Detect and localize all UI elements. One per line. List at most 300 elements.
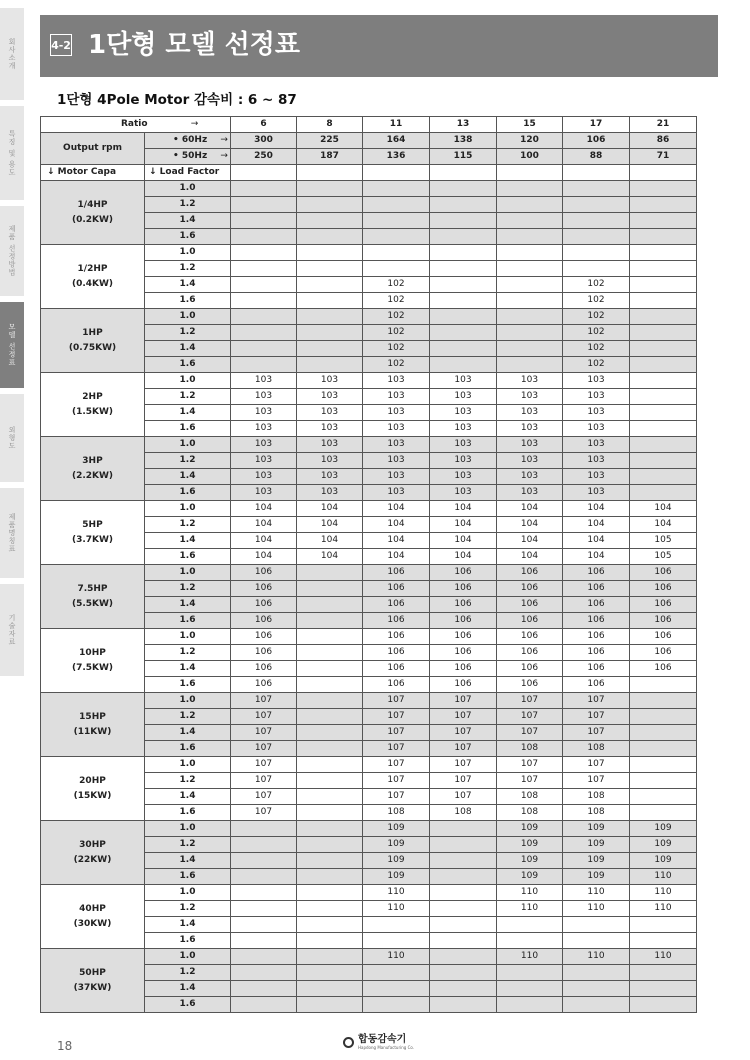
model-cell: 108 bbox=[363, 805, 430, 821]
model-cell: 106 bbox=[430, 677, 497, 693]
model-cell bbox=[563, 245, 630, 261]
motor-kw: (0.2KW) bbox=[71, 214, 114, 225]
model-cell: 110 bbox=[363, 949, 430, 965]
model-cell: 103 bbox=[231, 453, 297, 469]
ratio-cell: 21 bbox=[630, 117, 697, 133]
empty-cell bbox=[231, 165, 297, 181]
table-row bbox=[41, 565, 697, 581]
model-cell bbox=[297, 901, 363, 917]
model-cell: 107 bbox=[430, 709, 497, 725]
rpm60-cell: 225 bbox=[297, 133, 363, 149]
model-cell bbox=[630, 181, 697, 197]
model-cell bbox=[630, 293, 697, 309]
model-cell: 103 bbox=[497, 421, 563, 437]
model-cell: 107 bbox=[497, 773, 563, 789]
model-cell bbox=[497, 261, 563, 277]
load-factor-cell: 1.4 bbox=[145, 533, 231, 549]
model-cell: 110 bbox=[497, 901, 563, 917]
load-factor-cell: 1.2 bbox=[145, 261, 231, 277]
model-cell bbox=[430, 357, 497, 373]
model-cell: 104 bbox=[497, 501, 563, 517]
model-cell bbox=[563, 981, 630, 997]
model-cell: 106 bbox=[563, 677, 630, 693]
model-cell: 102 bbox=[563, 293, 630, 309]
model-cell bbox=[563, 933, 630, 949]
model-cell bbox=[630, 421, 697, 437]
hz50-cell bbox=[145, 149, 231, 165]
motor-kw: (0.4KW) bbox=[71, 278, 114, 289]
model-cell: 103 bbox=[563, 485, 630, 501]
model-cell: 103 bbox=[430, 469, 497, 485]
model-cell: 107 bbox=[497, 709, 563, 725]
load-factor-cell: 1.2 bbox=[145, 645, 231, 661]
hz60-label: • 60Hz bbox=[173, 135, 208, 145]
load-factor-cell: 1.2 bbox=[145, 965, 231, 981]
motor-kw: (3.7KW) bbox=[71, 534, 114, 545]
model-cell: 107 bbox=[231, 693, 297, 709]
model-cell: 107 bbox=[497, 757, 563, 773]
model-cell bbox=[231, 213, 297, 229]
model-cell: 103 bbox=[297, 421, 363, 437]
model-cell: 106 bbox=[497, 581, 563, 597]
model-cell bbox=[497, 213, 563, 229]
model-cell bbox=[297, 981, 363, 997]
rpm60-cell: 138 bbox=[430, 133, 497, 149]
model-cell bbox=[231, 837, 297, 853]
side-tab[interactable]: 모델 선정표 bbox=[0, 302, 24, 388]
model-cell: 104 bbox=[363, 549, 430, 565]
model-cell: 102 bbox=[363, 357, 430, 373]
model-cell: 103 bbox=[497, 469, 563, 485]
model-cell: 106 bbox=[497, 677, 563, 693]
model-cell bbox=[363, 917, 430, 933]
model-cell bbox=[430, 885, 497, 901]
model-cell: 103 bbox=[297, 453, 363, 469]
model-cell: 107 bbox=[231, 805, 297, 821]
model-cell bbox=[363, 965, 430, 981]
model-cell: 103 bbox=[430, 373, 497, 389]
model-cell bbox=[297, 213, 363, 229]
side-tab[interactable]: 제품명칭표 bbox=[0, 488, 24, 578]
model-cell: 109 bbox=[630, 821, 697, 837]
model-cell bbox=[297, 341, 363, 357]
model-cell: 103 bbox=[231, 421, 297, 437]
motor-kw: (7.5KW) bbox=[71, 662, 114, 673]
model-cell: 108 bbox=[497, 741, 563, 757]
motor-hp: 1HP bbox=[82, 327, 103, 338]
motor-capacity-cell bbox=[41, 629, 145, 693]
model-cell bbox=[297, 581, 363, 597]
model-cell bbox=[563, 181, 630, 197]
model-cell: 110 bbox=[563, 949, 630, 965]
model-cell bbox=[497, 197, 563, 213]
model-cell: 104 bbox=[363, 533, 430, 549]
model-cell: 103 bbox=[497, 373, 563, 389]
model-cell: 110 bbox=[363, 885, 430, 901]
table-row bbox=[41, 245, 697, 261]
model-cell: 103 bbox=[430, 421, 497, 437]
model-cell: 105 bbox=[630, 549, 697, 565]
model-cell: 106 bbox=[497, 565, 563, 581]
model-cell: 106 bbox=[497, 613, 563, 629]
model-cell bbox=[363, 213, 430, 229]
model-cell bbox=[430, 245, 497, 261]
empty-cell bbox=[497, 165, 563, 181]
model-cell bbox=[630, 389, 697, 405]
model-cell bbox=[630, 677, 697, 693]
model-cell bbox=[497, 181, 563, 197]
model-cell bbox=[430, 981, 497, 997]
model-cell bbox=[231, 885, 297, 901]
model-cell: 103 bbox=[430, 453, 497, 469]
model-cell: 107 bbox=[430, 757, 497, 773]
table-row bbox=[41, 501, 697, 517]
load-factor-cell: 1.0 bbox=[145, 949, 231, 965]
model-cell bbox=[430, 997, 497, 1013]
motor-capacity-cell bbox=[41, 885, 145, 949]
table-row bbox=[41, 693, 697, 709]
model-cell bbox=[630, 453, 697, 469]
motor-hp: 40HP bbox=[79, 903, 106, 914]
load-factor-cell: 1.6 bbox=[145, 485, 231, 501]
model-cell: 107 bbox=[430, 693, 497, 709]
empty-cell bbox=[563, 165, 630, 181]
model-cell: 107 bbox=[231, 789, 297, 805]
model-cell bbox=[297, 837, 363, 853]
model-cell bbox=[630, 709, 697, 725]
load-factor-cell: 1.4 bbox=[145, 597, 231, 613]
model-selection-table bbox=[40, 116, 697, 1013]
model-cell: 103 bbox=[231, 437, 297, 453]
model-cell bbox=[297, 869, 363, 885]
model-cell bbox=[630, 357, 697, 373]
model-cell: 106 bbox=[630, 597, 697, 613]
model-cell bbox=[630, 261, 697, 277]
load-factor-cell: 1.2 bbox=[145, 517, 231, 533]
model-cell bbox=[630, 245, 697, 261]
model-cell bbox=[430, 261, 497, 277]
model-cell: 106 bbox=[363, 661, 430, 677]
load-factor-cell: 1.6 bbox=[145, 229, 231, 245]
model-cell: 106 bbox=[630, 613, 697, 629]
model-cell: 109 bbox=[497, 821, 563, 837]
model-cell bbox=[297, 853, 363, 869]
model-cell: 104 bbox=[363, 517, 430, 533]
side-tab[interactable]: 회사소개 bbox=[0, 8, 24, 100]
model-cell: 103 bbox=[430, 389, 497, 405]
model-cell bbox=[297, 709, 363, 725]
model-cell bbox=[430, 869, 497, 885]
model-cell: 106 bbox=[231, 597, 297, 613]
model-cell: 106 bbox=[363, 565, 430, 581]
rpm50-cell: 115 bbox=[430, 149, 497, 165]
model-cell bbox=[630, 741, 697, 757]
model-cell bbox=[231, 341, 297, 357]
model-cell: 106 bbox=[563, 629, 630, 645]
ratio-cell: 13 bbox=[430, 117, 497, 133]
model-cell: 106 bbox=[231, 565, 297, 581]
model-cell: 104 bbox=[430, 501, 497, 517]
logo-sub: Hapdong Manufacturing Co. bbox=[358, 1045, 415, 1050]
model-cell bbox=[563, 261, 630, 277]
table-row bbox=[41, 437, 697, 453]
motor-kw: (30KW) bbox=[73, 918, 112, 929]
model-cell: 104 bbox=[563, 501, 630, 517]
model-cell: 103 bbox=[363, 469, 430, 485]
model-cell: 103 bbox=[563, 421, 630, 437]
model-cell bbox=[563, 997, 630, 1013]
model-cell bbox=[297, 357, 363, 373]
model-cell: 103 bbox=[563, 469, 630, 485]
model-cell bbox=[297, 997, 363, 1013]
motor-hp: 7.5HP bbox=[77, 583, 108, 594]
model-cell bbox=[297, 741, 363, 757]
model-cell: 107 bbox=[430, 789, 497, 805]
load-factor-cell: 1.6 bbox=[145, 805, 231, 821]
logo-name: 합동감속기 bbox=[358, 1034, 407, 1045]
model-cell: 109 bbox=[363, 853, 430, 869]
model-cell: 103 bbox=[497, 405, 563, 421]
model-cell: 106 bbox=[497, 597, 563, 613]
model-cell: 106 bbox=[363, 613, 430, 629]
model-cell: 103 bbox=[297, 469, 363, 485]
model-cell: 104 bbox=[497, 533, 563, 549]
model-cell: 103 bbox=[231, 485, 297, 501]
model-cell: 103 bbox=[563, 389, 630, 405]
load-factor-cell: 1.0 bbox=[145, 373, 231, 389]
model-cell: 106 bbox=[630, 629, 697, 645]
model-cell: 104 bbox=[231, 549, 297, 565]
model-cell: 106 bbox=[630, 661, 697, 677]
model-cell: 106 bbox=[563, 581, 630, 597]
model-cell bbox=[363, 245, 430, 261]
model-cell: 110 bbox=[363, 901, 430, 917]
model-cell: 104 bbox=[563, 533, 630, 549]
model-cell: 107 bbox=[363, 741, 430, 757]
model-cell: 106 bbox=[563, 565, 630, 581]
load-factor-cell: 1.0 bbox=[145, 437, 231, 453]
motor-capacity-cell bbox=[41, 501, 145, 565]
model-cell bbox=[297, 597, 363, 613]
model-cell bbox=[430, 293, 497, 309]
rpm50-cell: 71 bbox=[630, 149, 697, 165]
side-tab[interactable]: 외형도 bbox=[0, 394, 24, 482]
model-cell: 109 bbox=[497, 853, 563, 869]
load-factor-cell: 1.6 bbox=[145, 357, 231, 373]
motor-kw: (1.5KW) bbox=[71, 406, 114, 417]
model-cell bbox=[630, 789, 697, 805]
motor-kw: (11KW) bbox=[73, 726, 112, 737]
model-cell: 106 bbox=[430, 597, 497, 613]
model-cell bbox=[231, 277, 297, 293]
model-cell: 103 bbox=[297, 485, 363, 501]
load-factor-cell: 1.0 bbox=[145, 693, 231, 709]
model-cell: 103 bbox=[363, 437, 430, 453]
model-cell bbox=[630, 757, 697, 773]
model-cell: 104 bbox=[297, 533, 363, 549]
model-cell: 106 bbox=[430, 565, 497, 581]
load-factor-cell: 1.0 bbox=[145, 565, 231, 581]
model-cell: 102 bbox=[363, 277, 430, 293]
model-cell bbox=[430, 917, 497, 933]
model-cell: 102 bbox=[563, 277, 630, 293]
model-cell: 103 bbox=[363, 405, 430, 421]
model-cell bbox=[630, 965, 697, 981]
model-cell bbox=[231, 245, 297, 261]
motor-capacity-cell bbox=[41, 181, 145, 245]
load-factor-cell: 1.4 bbox=[145, 661, 231, 677]
model-cell: 107 bbox=[563, 693, 630, 709]
model-cell: 103 bbox=[363, 389, 430, 405]
model-cell: 103 bbox=[497, 437, 563, 453]
model-cell: 103 bbox=[363, 373, 430, 389]
model-cell: 107 bbox=[430, 725, 497, 741]
side-tab[interactable]: 특징 및 용도 bbox=[0, 106, 24, 200]
model-cell: 102 bbox=[363, 309, 430, 325]
model-cell: 103 bbox=[430, 405, 497, 421]
model-cell bbox=[563, 229, 630, 245]
model-cell bbox=[297, 725, 363, 741]
model-cell: 109 bbox=[630, 853, 697, 869]
motor-hp: 5HP bbox=[82, 519, 103, 530]
model-cell bbox=[630, 469, 697, 485]
page-number: 18 bbox=[57, 1039, 73, 1053]
model-cell: 107 bbox=[231, 709, 297, 725]
model-cell: 103 bbox=[231, 373, 297, 389]
load-factor-cell: 1.6 bbox=[145, 549, 231, 565]
model-cell bbox=[630, 437, 697, 453]
model-cell bbox=[630, 405, 697, 421]
model-cell bbox=[297, 933, 363, 949]
model-cell: 109 bbox=[563, 837, 630, 853]
model-cell: 107 bbox=[363, 773, 430, 789]
empty-cell bbox=[430, 165, 497, 181]
rpm60-cell: 300 bbox=[231, 133, 297, 149]
model-cell bbox=[231, 853, 297, 869]
model-cell: 104 bbox=[430, 517, 497, 533]
model-cell: 106 bbox=[430, 613, 497, 629]
motor-kw: (0.75KW) bbox=[68, 342, 117, 353]
model-cell bbox=[563, 213, 630, 229]
right-arrow-icon: → bbox=[220, 151, 228, 161]
rpm60-cell: 120 bbox=[497, 133, 563, 149]
rpm50-cell: 250 bbox=[231, 149, 297, 165]
table-row bbox=[41, 373, 697, 389]
model-cell bbox=[297, 677, 363, 693]
model-cell: 107 bbox=[231, 773, 297, 789]
model-cell: 104 bbox=[497, 517, 563, 533]
model-cell: 103 bbox=[363, 421, 430, 437]
model-cell: 103 bbox=[363, 453, 430, 469]
side-tabs bbox=[0, 0, 24, 1060]
model-cell: 106 bbox=[497, 645, 563, 661]
model-cell: 104 bbox=[630, 501, 697, 517]
model-cell bbox=[297, 197, 363, 213]
model-cell bbox=[497, 981, 563, 997]
load-factor-cell: 1.4 bbox=[145, 853, 231, 869]
model-cell: 106 bbox=[563, 613, 630, 629]
model-cell: 103 bbox=[497, 485, 563, 501]
model-cell bbox=[297, 757, 363, 773]
model-cell bbox=[363, 229, 430, 245]
side-tab[interactable]: 기술자료 bbox=[0, 584, 24, 676]
table-row bbox=[41, 757, 697, 773]
model-cell bbox=[430, 341, 497, 357]
model-cell: 107 bbox=[563, 709, 630, 725]
right-arrow-icon: → bbox=[220, 135, 228, 145]
model-cell bbox=[231, 325, 297, 341]
model-cell: 103 bbox=[297, 405, 363, 421]
company-logo bbox=[343, 1034, 414, 1050]
model-cell bbox=[630, 277, 697, 293]
motor-capacity-cell bbox=[41, 821, 145, 885]
model-cell: 106 bbox=[563, 661, 630, 677]
model-cell bbox=[430, 277, 497, 293]
model-cell: 107 bbox=[563, 725, 630, 741]
model-cell bbox=[231, 901, 297, 917]
model-cell bbox=[297, 277, 363, 293]
model-cell: 108 bbox=[497, 789, 563, 805]
model-cell: 110 bbox=[630, 869, 697, 885]
model-cell: 104 bbox=[297, 517, 363, 533]
model-cell bbox=[297, 821, 363, 837]
model-cell bbox=[497, 997, 563, 1013]
model-cell: 110 bbox=[497, 885, 563, 901]
model-cell: 105 bbox=[630, 533, 697, 549]
model-cell bbox=[630, 805, 697, 821]
model-cell bbox=[231, 981, 297, 997]
model-cell: 109 bbox=[497, 869, 563, 885]
model-cell bbox=[497, 357, 563, 373]
model-cell bbox=[497, 229, 563, 245]
model-cell: 106 bbox=[231, 661, 297, 677]
model-cell: 106 bbox=[363, 597, 430, 613]
model-cell: 104 bbox=[563, 549, 630, 565]
load-factor-cell: 1.4 bbox=[145, 789, 231, 805]
load-factor-cell: 1.4 bbox=[145, 917, 231, 933]
model-cell: 106 bbox=[630, 581, 697, 597]
side-tab[interactable]: 제품 선정방법 bbox=[0, 206, 24, 296]
motor-kw: (2.2KW) bbox=[71, 470, 114, 481]
model-cell bbox=[630, 997, 697, 1013]
model-cell bbox=[430, 213, 497, 229]
model-cell bbox=[231, 933, 297, 949]
model-cell bbox=[497, 965, 563, 981]
rpm60-cell: 86 bbox=[630, 133, 697, 149]
motor-capacity-cell bbox=[41, 693, 145, 757]
model-cell bbox=[497, 293, 563, 309]
load-factor-cell: 1.2 bbox=[145, 389, 231, 405]
model-cell bbox=[430, 181, 497, 197]
model-cell bbox=[630, 229, 697, 245]
motor-hp: 2HP bbox=[82, 391, 103, 402]
model-cell: 104 bbox=[231, 501, 297, 517]
motor-hp: 3HP bbox=[82, 455, 103, 466]
motor-capa-label: ↓ Motor Capa bbox=[41, 165, 145, 181]
model-cell bbox=[497, 309, 563, 325]
load-factor-cell: 1.6 bbox=[145, 933, 231, 949]
model-cell: 102 bbox=[563, 325, 630, 341]
model-cell: 108 bbox=[497, 805, 563, 821]
load-factor-label: ↓ Load Factor bbox=[145, 165, 231, 181]
load-factor-cell: 1.4 bbox=[145, 341, 231, 357]
model-cell: 104 bbox=[297, 549, 363, 565]
model-cell: 108 bbox=[563, 741, 630, 757]
motor-hp: 1/4HP bbox=[77, 199, 108, 210]
model-cell bbox=[430, 933, 497, 949]
model-cell bbox=[297, 917, 363, 933]
load-factor-cell: 1.2 bbox=[145, 837, 231, 853]
